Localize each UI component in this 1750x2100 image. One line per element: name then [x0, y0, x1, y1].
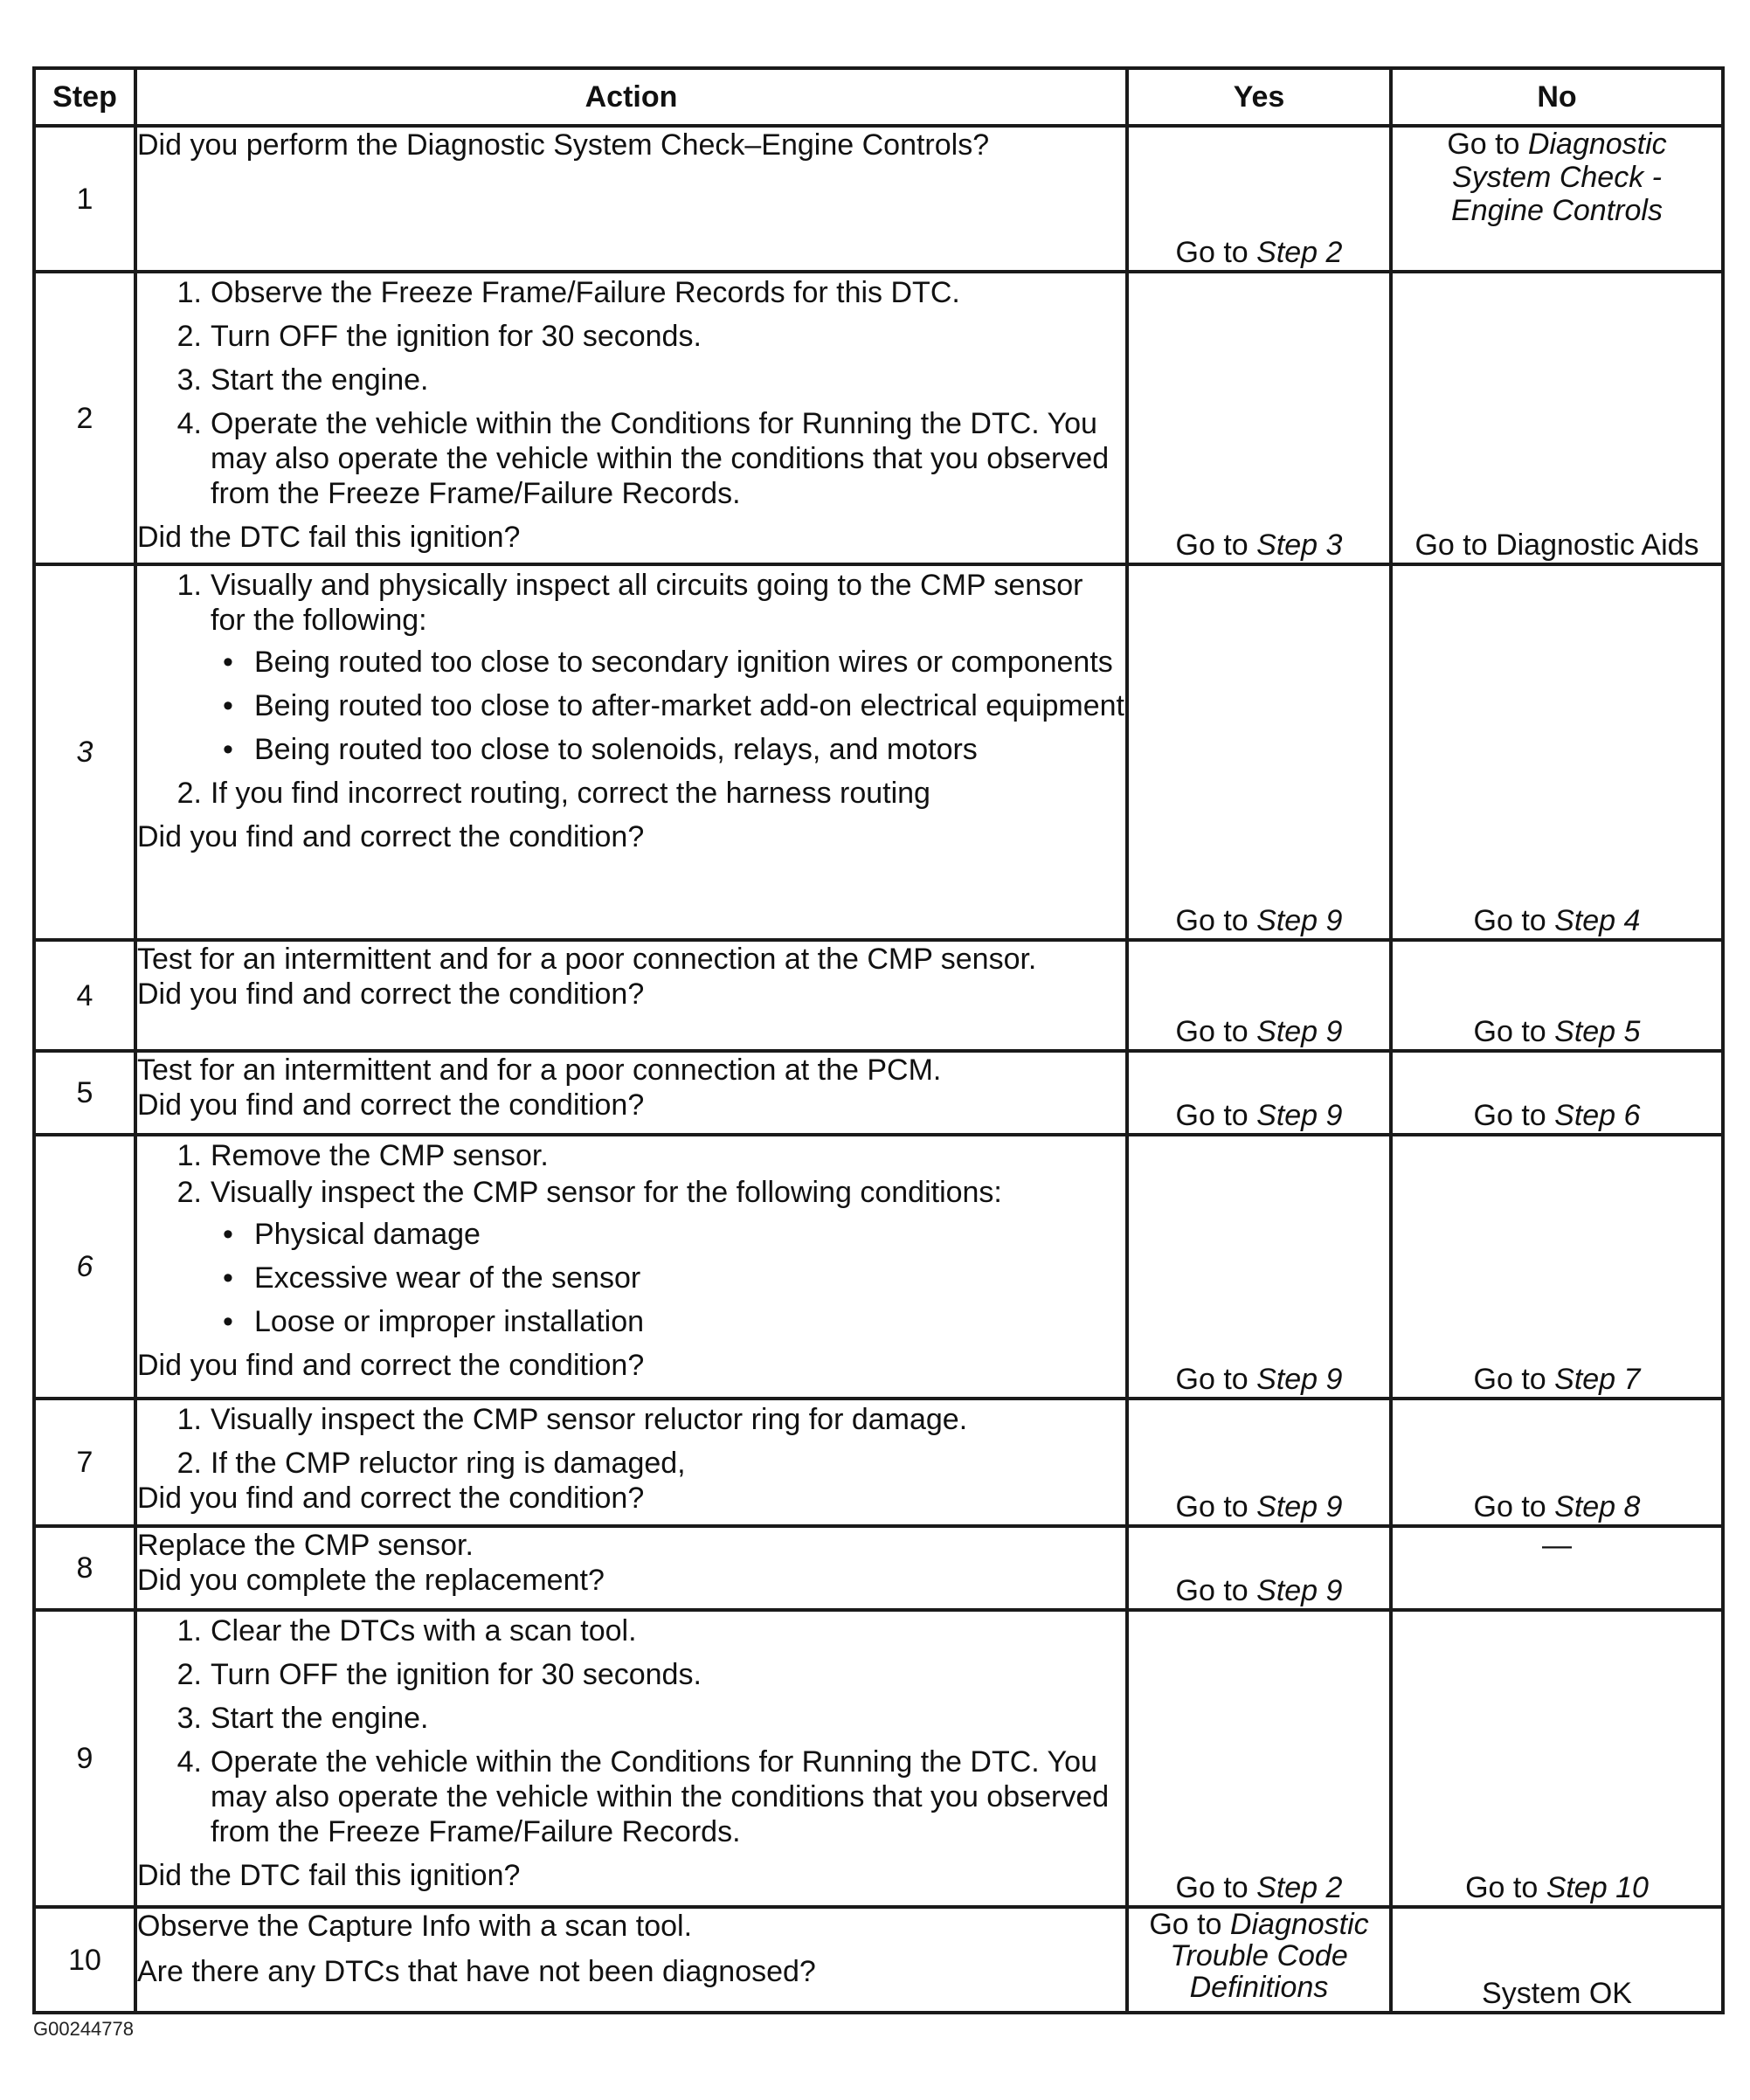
list-item: 2. Turn OFF the ignition for 30 seconds. [176, 1658, 702, 1691]
bullet-item: • Excessive wear of the sensor [223, 1261, 641, 1295]
no-result: System OK [1482, 1977, 1632, 2010]
no-cell [1391, 272, 1723, 564]
yes-prefix: Go to [1175, 1099, 1257, 1132]
no-prefix: Go to [1465, 1871, 1546, 1904]
yes-step-link[interactable]: Step 9 [1256, 1574, 1343, 1607]
yes-cell [1127, 126, 1391, 272]
yes-prefix: Go to [1175, 1015, 1257, 1048]
bullet-item: • Being routed too close to after-market add-on electrical equipment [223, 689, 1124, 722]
yes-cell [1127, 1399, 1391, 1526]
yes-cell [1127, 272, 1391, 564]
no-reference-link[interactable]: Diagnostic System Check - Engine Controls [1451, 128, 1667, 227]
table-header-row [34, 68, 1723, 126]
yes-cell [1127, 1051, 1391, 1135]
no-cell [1391, 1399, 1723, 1526]
numbered-list [137, 1138, 1125, 1339]
step-number: 10 [34, 1907, 135, 2013]
no-dash: — [1542, 1529, 1572, 1562]
list-item: 3. Start the engine. [176, 1702, 429, 1735]
yes-reference-link[interactable]: Diagnostic Trouble Code Definitions [1170, 1908, 1369, 2004]
action-cell [135, 1135, 1127, 1399]
list-item: 2. Turn OFF the ignition for 30 seconds. [176, 320, 702, 353]
action-cell [135, 940, 1127, 1051]
yes-cell [1127, 1526, 1391, 1610]
yes-prefix: Go to [1175, 1363, 1257, 1396]
yes-prefix: Go to [1149, 1908, 1230, 1941]
action-cell [135, 1051, 1127, 1135]
yes-cell [1127, 564, 1391, 940]
no-step-link[interactable]: Step 8 [1554, 1490, 1641, 1523]
action-question: Did you find and correct the condition? [137, 1482, 645, 1515]
action-text: Replace the CMP sensor. [137, 1529, 474, 1562]
yes-step-link[interactable]: Step 9 [1256, 1099, 1343, 1132]
yes-step-link[interactable]: Step 2 [1256, 1871, 1343, 1904]
bullet-list [211, 1217, 1125, 1339]
bullet-item: • Being routed too close to solenoids, relays, and motors [223, 733, 978, 766]
bullet-item: • Physical damage [223, 1218, 481, 1251]
action-question: Did you find and correct the condition? [137, 977, 645, 1011]
table-row [34, 1610, 1723, 1907]
table-row [34, 564, 1723, 940]
no-cell [1391, 1610, 1723, 1907]
header-action: Action [135, 68, 1127, 126]
table-row [34, 126, 1723, 272]
list-item: 4. Operate the vehicle within the Conditions for Running the DTC. You may also operate the vehicle within the conditions that you observed from the Freeze Frame/Failure Records. [176, 1745, 1110, 1848]
table-row [34, 1526, 1723, 1610]
step-number: 4 [34, 940, 135, 1051]
step-number: 3 [34, 564, 135, 940]
step-number: 1 [34, 126, 135, 272]
numbered-list [137, 1613, 1125, 1849]
action-question: Did you complete the replacement? [137, 1564, 605, 1597]
table-row [34, 940, 1723, 1051]
bullet-item: • Loose or improper installation [223, 1305, 645, 1338]
list-item: 1. Visually inspect the CMP sensor reluctor ring for damage. [176, 1403, 968, 1436]
yes-step-link[interactable]: Step 3 [1256, 528, 1343, 562]
diagnostic-table [32, 66, 1725, 2014]
no-cell [1391, 126, 1723, 272]
yes-step-link[interactable]: Step 9 [1256, 904, 1343, 937]
no-prefix: Go to [1473, 1099, 1555, 1132]
numbered-list [137, 568, 1125, 811]
step-number: 5 [34, 1051, 135, 1135]
no-prefix: Go to [1473, 1490, 1555, 1523]
no-step-link[interactable]: Step 4 [1554, 904, 1641, 937]
yes-prefix: Go to [1175, 236, 1257, 269]
no-cell [1391, 1135, 1723, 1399]
no-cell [1391, 1907, 1723, 2013]
no-reference-link[interactable]: Go to Diagnostic Aids [1415, 528, 1699, 562]
bullet-item: • Being routed too close to secondary ignition wires or components [223, 646, 1113, 679]
no-cell [1391, 1526, 1723, 1610]
no-prefix: Go to [1473, 1015, 1555, 1048]
no-cell [1391, 940, 1723, 1051]
step-number: 9 [34, 1610, 135, 1907]
list-item: 1. Remove the CMP sensor. [176, 1139, 549, 1172]
yes-cell [1127, 1135, 1391, 1399]
figure-id: G00244778 [33, 2018, 134, 2040]
no-prefix: Go to [1473, 904, 1555, 937]
action-cell [135, 1399, 1127, 1526]
no-step-link[interactable]: Step 10 [1546, 1871, 1649, 1904]
yes-step-link[interactable]: Step 9 [1256, 1363, 1343, 1396]
action-cell [135, 1610, 1127, 1907]
table-row [34, 1135, 1723, 1399]
yes-prefix: Go to [1175, 528, 1257, 562]
list-item: 2. If you find incorrect routing, correct the harness routing [176, 777, 930, 810]
step-number: 7 [34, 1399, 135, 1526]
list-item: 2. If the CMP reluctor ring is damaged, [176, 1447, 686, 1480]
action-question: Did you find and correct the condition? [137, 1088, 645, 1122]
header-yes: Yes [1127, 68, 1391, 126]
step-number: 8 [34, 1526, 135, 1610]
no-step-link[interactable]: Step 7 [1554, 1363, 1641, 1396]
yes-prefix: Go to [1175, 1490, 1257, 1523]
no-prefix: Go to [1447, 128, 1528, 161]
action-cell [135, 564, 1127, 940]
table-row [34, 1907, 1723, 2013]
action-cell [135, 272, 1127, 564]
action-text: Test for an intermittent and for a poor connection at the CMP sensor. [137, 943, 1037, 976]
list-item: 1. Visually and physically inspect all circuits going to the CMP sensor for the following: • Being routed too close to secondary ignition wires or components • Being routed too close to after-market add-on electrical equipment • Being routed too close to solenoids, relays, and motors [176, 569, 1124, 766]
numbered-list [137, 275, 1125, 511]
action-question: Did the DTC fail this ignition? [137, 1859, 521, 1892]
action-question: Did you find and correct the condition? [137, 820, 645, 853]
numbered-list [137, 1402, 1125, 1481]
action-cell [135, 1526, 1127, 1610]
yes-prefix: Go to [1175, 1574, 1257, 1607]
list-item: 1. Observe the Freeze Frame/Failure Records for this DTC. [176, 276, 960, 309]
step-number: 6 [34, 1135, 135, 1399]
yes-step-link[interactable]: Step 2 [1256, 236, 1343, 269]
no-step-link[interactable]: Step 6 [1554, 1099, 1641, 1132]
step-number: 2 [34, 272, 135, 564]
yes-step-link[interactable]: Step 9 [1256, 1490, 1343, 1523]
table-row [34, 1399, 1723, 1526]
no-step-link[interactable]: Step 5 [1554, 1015, 1641, 1048]
list-item: 2. Visually inspect the CMP sensor for the following conditions: • Physical damage • Excessive wear of the sensor • Loose or improper installation [137, 1175, 1125, 1339]
header-step: Step [34, 68, 135, 126]
action-text: Test for an intermittent and for a poor connection at the PCM. [137, 1053, 942, 1087]
yes-cell [1127, 1907, 1391, 2013]
action-text: Observe the Capture Info with a scan tool. [137, 1910, 693, 1943]
bullet-list [211, 645, 1125, 767]
list-item: 1. Clear the DTCs with a scan tool. [176, 1614, 637, 1648]
action-question: Did you find and correct the condition? [137, 1349, 645, 1382]
yes-cell [1127, 1610, 1391, 1907]
yes-cell [1127, 940, 1391, 1051]
yes-step-link[interactable]: Step 9 [1256, 1015, 1343, 1048]
action-question: Are there any DTCs that have not been diagnosed? [137, 1955, 816, 1988]
action-question: Did you perform the Diagnostic System Check–Engine Controls? [137, 128, 990, 162]
action-cell [135, 126, 1127, 272]
no-cell [1391, 564, 1723, 940]
table-row [34, 272, 1723, 564]
list-item: 4. Operate the vehicle within the Conditions for Running the DTC. You may also operate the vehicle within the conditions that you observed from the Freeze Frame/Failure Records. [176, 407, 1110, 510]
yes-prefix: Go to [1175, 904, 1257, 937]
action-cell [135, 1907, 1127, 2013]
no-cell [1391, 1051, 1723, 1135]
yes-prefix: Go to [1175, 1871, 1257, 1904]
no-prefix: Go to [1473, 1363, 1555, 1396]
list-item: 3. Start the engine. [176, 363, 429, 397]
header-no: No [1391, 68, 1723, 126]
action-question: Did the DTC fail this ignition? [137, 521, 521, 554]
table-row [34, 1051, 1723, 1135]
